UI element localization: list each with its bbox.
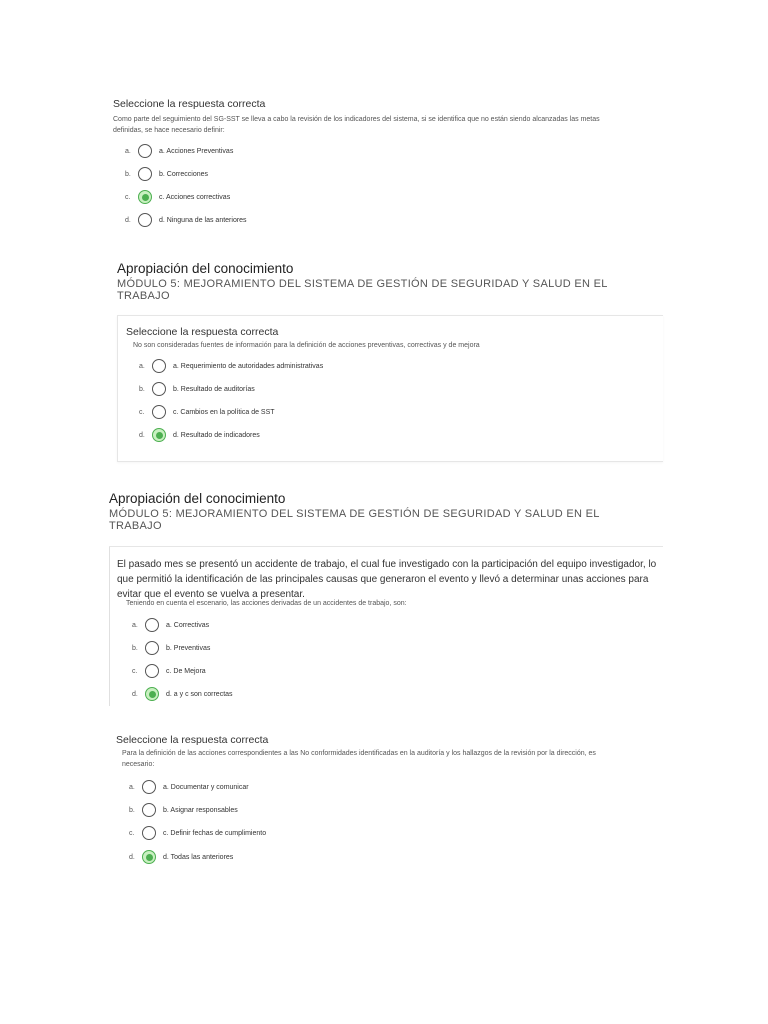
section-header-2 bbox=[117, 261, 677, 302]
answer-option-d[interactable] bbox=[139, 427, 260, 443]
option-label: b. Preventivas bbox=[166, 644, 211, 652]
answer-option-b[interactable] bbox=[139, 381, 255, 397]
option-label: d. Todas las anteriores bbox=[163, 853, 234, 861]
option-label: b. Resultado de auditorías bbox=[173, 385, 255, 393]
option-letter: c. bbox=[129, 829, 135, 837]
option-label: c. De Mejora bbox=[166, 667, 206, 675]
section-subtitle bbox=[117, 278, 677, 302]
radio-unchecked-icon[interactable] bbox=[152, 359, 166, 373]
option-letter: b. bbox=[125, 170, 131, 178]
radio-unchecked-icon[interactable] bbox=[142, 780, 156, 794]
option-letter: a. bbox=[125, 147, 131, 155]
answer-option-a[interactable] bbox=[129, 779, 249, 795]
answer-option-d[interactable] bbox=[129, 849, 233, 865]
answer-option-c[interactable] bbox=[132, 663, 206, 679]
radio-unchecked-icon[interactable] bbox=[142, 803, 156, 817]
question-text-line: necesario: bbox=[122, 761, 155, 768]
option-label: c. Cambios en la política de SST bbox=[173, 408, 275, 416]
section-header-3 bbox=[109, 491, 669, 532]
radio-checked-icon[interactable] bbox=[138, 190, 152, 204]
section-subtitle bbox=[109, 508, 669, 532]
section-subtitle-line: MÓDULO 5: MEJORAMIENTO DEL SISTEMA DE GESTIÓN DE SEGURIDAD Y SALUD EN EL bbox=[109, 508, 600, 520]
radio-unchecked-icon[interactable] bbox=[152, 382, 166, 396]
question-text-line: Como parte del seguimiento del SG-SST se lleva a cabo la revisión de los indicadores del sistema, si se identifica que no están siendo alcanzadas las metas bbox=[113, 116, 600, 123]
option-label: b. Asignar responsables bbox=[163, 806, 238, 814]
option-letter: d. bbox=[129, 853, 135, 861]
radio-checked-icon[interactable] bbox=[152, 428, 166, 442]
answer-option-b[interactable] bbox=[132, 640, 210, 656]
answer-option-a[interactable] bbox=[125, 143, 233, 159]
answer-option-a[interactable] bbox=[139, 358, 323, 374]
option-label: a. Documentar y comunicar bbox=[163, 783, 249, 791]
radio-checked-icon[interactable] bbox=[145, 687, 159, 701]
option-letter: a. bbox=[132, 621, 138, 629]
answer-option-b[interactable] bbox=[125, 166, 208, 182]
option-label: a. Correctivas bbox=[166, 621, 210, 629]
option-letter: b. bbox=[132, 644, 138, 652]
radio-unchecked-icon[interactable] bbox=[152, 405, 166, 419]
question-text: No son consideradas fuentes de información para la definición de acciones preventivas, correctivas y de mejora bbox=[133, 342, 480, 349]
section-title: Apropiación del conocimiento bbox=[117, 261, 294, 276]
question-title: Seleccione la respuesta correcta bbox=[126, 326, 279, 338]
radio-unchecked-icon[interactable] bbox=[145, 664, 159, 678]
option-letter: b. bbox=[129, 806, 135, 814]
question-text-line: definidas, se hace necesario definir: bbox=[113, 127, 225, 134]
question-1 bbox=[113, 98, 673, 136]
question-text-line: evitar que el evento se vuelva a presentar. bbox=[117, 589, 305, 600]
section-subtitle-line: TRABAJO bbox=[109, 520, 162, 532]
answer-option-b[interactable] bbox=[129, 802, 238, 818]
question-scenario bbox=[117, 557, 667, 602]
question-3 bbox=[117, 557, 667, 607]
section-subtitle-line: MÓDULO 5: MEJORAMIENTO DEL SISTEMA DE GESTIÓN DE SEGURIDAD Y SALUD EN EL bbox=[117, 278, 608, 290]
answer-option-a[interactable] bbox=[132, 617, 209, 633]
option-label: a. Requerimiento de autoridades administrativas bbox=[173, 362, 324, 370]
radio-unchecked-icon[interactable] bbox=[138, 213, 152, 227]
section-subtitle-line: TRABAJO bbox=[117, 290, 170, 302]
question-text bbox=[113, 114, 673, 136]
answer-option-d[interactable] bbox=[132, 686, 233, 702]
question-text-line: Para la definición de las acciones correspondientes a las No conformidades identificadas en la auditoría y los hallazgos de la revisión por la dirección, es bbox=[122, 750, 596, 757]
option-label: c. Acciones correctivas bbox=[159, 193, 231, 201]
option-label: d. Resultado de indicadores bbox=[173, 431, 260, 439]
question-text-line: El pasado mes se presentó un accidente de trabajo, el cual fue investigado con la participación del equipo investigador, lo bbox=[117, 559, 657, 570]
option-letter: a. bbox=[139, 362, 145, 370]
section-title: Apropiación del conocimiento bbox=[109, 491, 286, 506]
question-text-line: que permitió la identificación de las principales causas que generaron el evento y llevó a determinar unas acciones para bbox=[117, 574, 649, 585]
option-letter: d. bbox=[132, 690, 138, 698]
radio-unchecked-icon[interactable] bbox=[145, 641, 159, 655]
radio-unchecked-icon[interactable] bbox=[142, 826, 156, 840]
option-letter: c. bbox=[125, 193, 131, 201]
radio-checked-icon[interactable] bbox=[142, 850, 156, 864]
option-label: b. Correcciones bbox=[159, 170, 209, 178]
option-label: d. a y c son correctas bbox=[166, 690, 233, 698]
question-card-3-top bbox=[109, 546, 663, 547]
option-letter: a. bbox=[129, 783, 135, 791]
option-label: d. Ninguna de las anteriores bbox=[159, 216, 247, 224]
question-title: Seleccione la respuesta correcta bbox=[116, 734, 269, 746]
radio-unchecked-icon[interactable] bbox=[138, 167, 152, 181]
question-2 bbox=[126, 326, 666, 351]
option-label: c. Definir fechas de cumplimiento bbox=[163, 829, 267, 837]
option-label: a. Acciones Preventivas bbox=[159, 147, 234, 155]
radio-unchecked-icon[interactable] bbox=[138, 144, 152, 158]
question-text bbox=[116, 748, 676, 770]
radio-unchecked-icon[interactable] bbox=[145, 618, 159, 632]
answer-option-c[interactable] bbox=[129, 825, 266, 841]
option-letter: b. bbox=[139, 385, 145, 393]
answer-option-d[interactable] bbox=[125, 212, 247, 228]
answer-option-c[interactable] bbox=[139, 404, 275, 420]
answer-option-c[interactable] bbox=[125, 189, 230, 205]
option-letter: d. bbox=[139, 431, 145, 439]
question-card-3 bbox=[109, 546, 110, 706]
option-letter: d. bbox=[125, 216, 131, 224]
option-letter: c. bbox=[139, 408, 145, 416]
option-letter: c. bbox=[132, 667, 138, 675]
question-4 bbox=[116, 734, 676, 770]
question-title: Seleccione la respuesta correcta bbox=[113, 98, 266, 110]
question-text: Teniendo en cuenta el escenario, las acciones derivadas de un accidentes de trabajo, son: bbox=[126, 600, 407, 607]
